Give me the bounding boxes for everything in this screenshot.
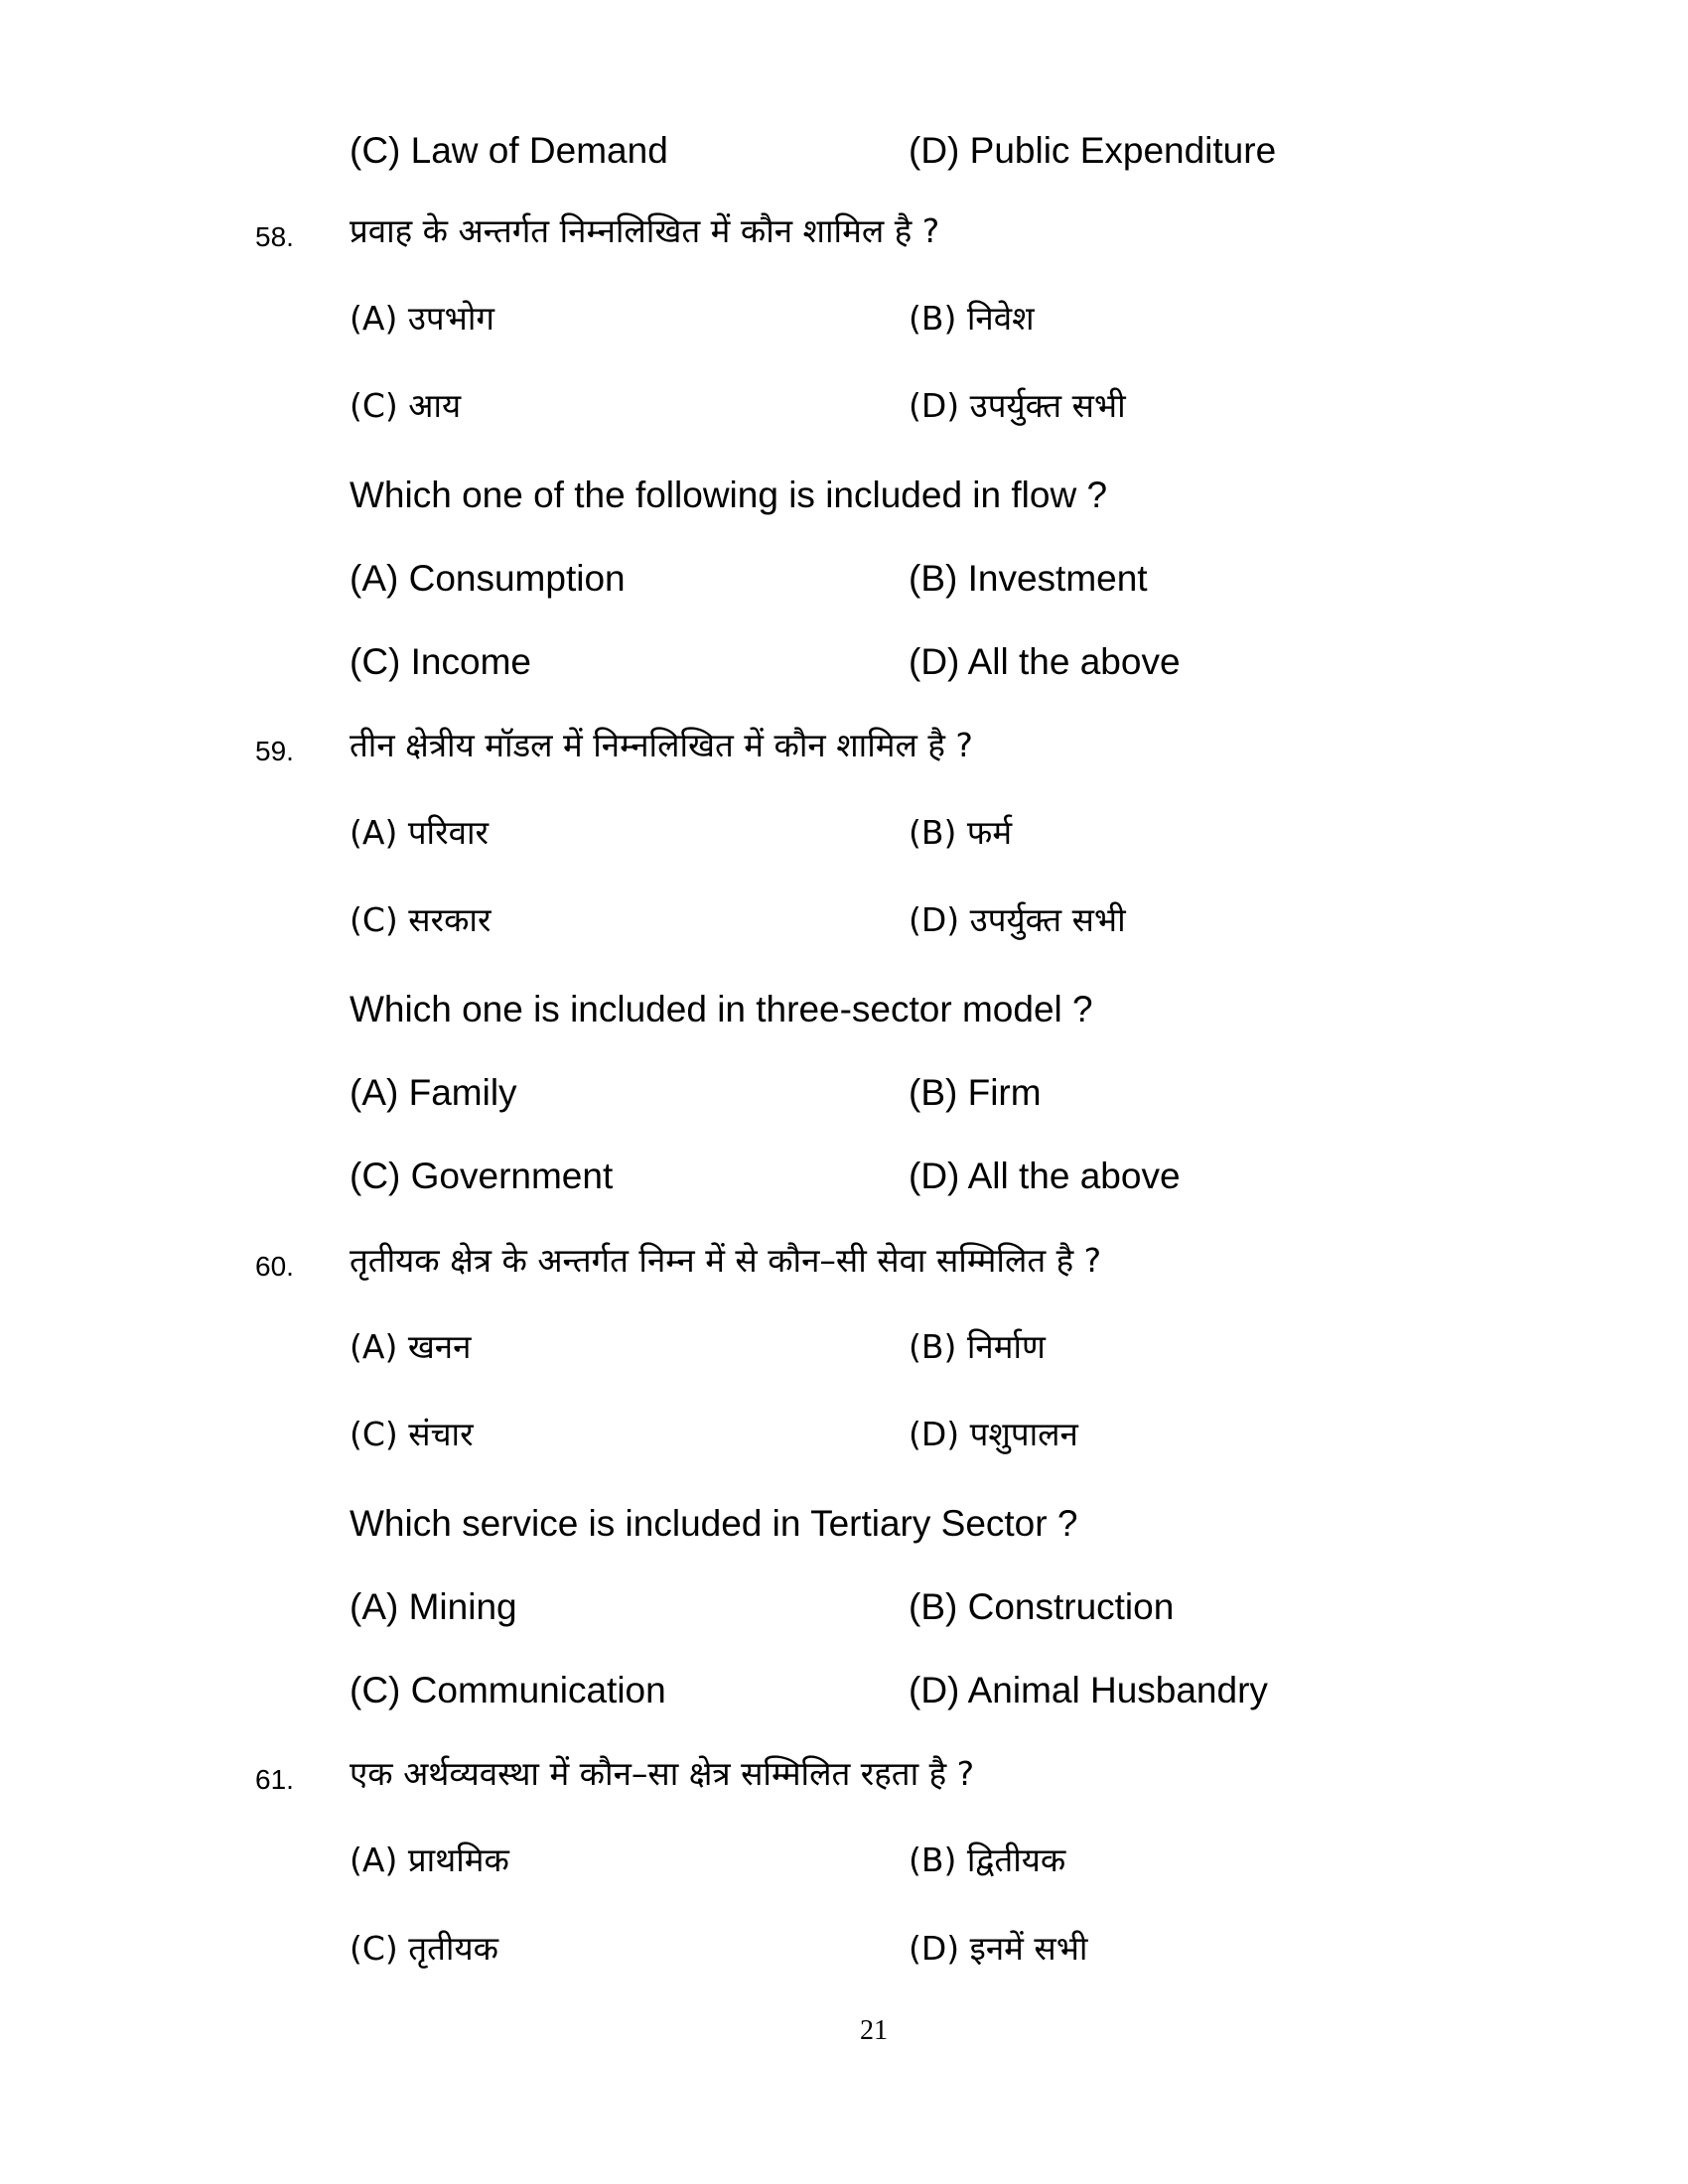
option-b-hindi: (B) निर्माण [909,1327,1046,1366]
option-d-hindi: (D) इनमें सभी [909,1929,1088,1968]
question-number: 59. [255,736,294,766]
option-b: (B) Firm [909,1072,1042,1113]
option-c-hindi: (C) संचार [350,1415,474,1453]
option-a-hindi: (A) प्राथमिक [350,1841,509,1879]
option-c-hindi: (C) सरकार [350,900,492,939]
option-d: (D) Public Expenditure [909,130,1277,171]
question-text-hindi: एक अर्थव्यवस्था में कौन–सा क्षेत्र सम्मिलित रहता है ? [350,1754,975,1793]
option-a: (A) Family [350,1072,517,1113]
option-a-hindi: (A) खनन [350,1327,472,1366]
option-b-hindi: (B) द्वितीयक [909,1841,1066,1879]
option-c: (C) Law of Demand [350,130,668,171]
option-a: (A) Consumption [350,558,626,599]
option-b-hindi: (B) फर्म [909,813,1013,852]
question-number: 60. [255,1251,294,1282]
option-b: (B) Investment [909,558,1148,599]
option-d: (D) Animal Husbandry [909,1670,1268,1710]
option-c: (C) Income [350,641,531,682]
option-d-hindi: (D) उपर्युक्त सभी [909,900,1126,939]
option-c: (C) Government [350,1156,614,1196]
option-d-hindi: (D) पशुपालन [909,1415,1078,1453]
option-c-hindi: (C) तृतीयक [350,1929,498,1968]
option-c: (C) Communication [350,1670,666,1710]
option-d-hindi: (D) उपर्युक्त सभी [909,386,1126,425]
question-text-english: Which one is included in three-sector model ? [350,989,1093,1029]
question-number: 61. [255,1764,294,1795]
question-text-english: Which one of the following is included in flow ? [350,475,1108,515]
option-d: (D) All the above [909,1156,1181,1196]
question-text-hindi: तृतीयक क्षेत्र के अन्तर्गत निम्न में से कौन–सी सेवा सम्मिलित है ? [350,1241,1102,1280]
question-number: 58. [255,221,294,252]
option-c-hindi: (C) आय [350,386,462,425]
option-b: (B) Construction [909,1586,1175,1627]
question-text-hindi: तीन क्षेत्रीय मॉडल में निम्नलिखित में कौन शामिल है ? [350,726,973,764]
option-a-hindi: (A) उपभोग [350,299,494,338]
option-a: (A) Mining [350,1586,517,1627]
option-b-hindi: (B) निवेश [909,299,1035,338]
page-number: 21 [860,2015,888,2046]
question-text-hindi: प्रवाह के अन्तर्गत निम्नलिखित में कौन शामिल है ? [350,211,940,250]
option-d: (D) All the above [909,641,1181,682]
question-text-english: Which service is included in Tertiary Sector ? [350,1503,1078,1544]
option-a-hindi: (A) परिवार [350,813,489,852]
